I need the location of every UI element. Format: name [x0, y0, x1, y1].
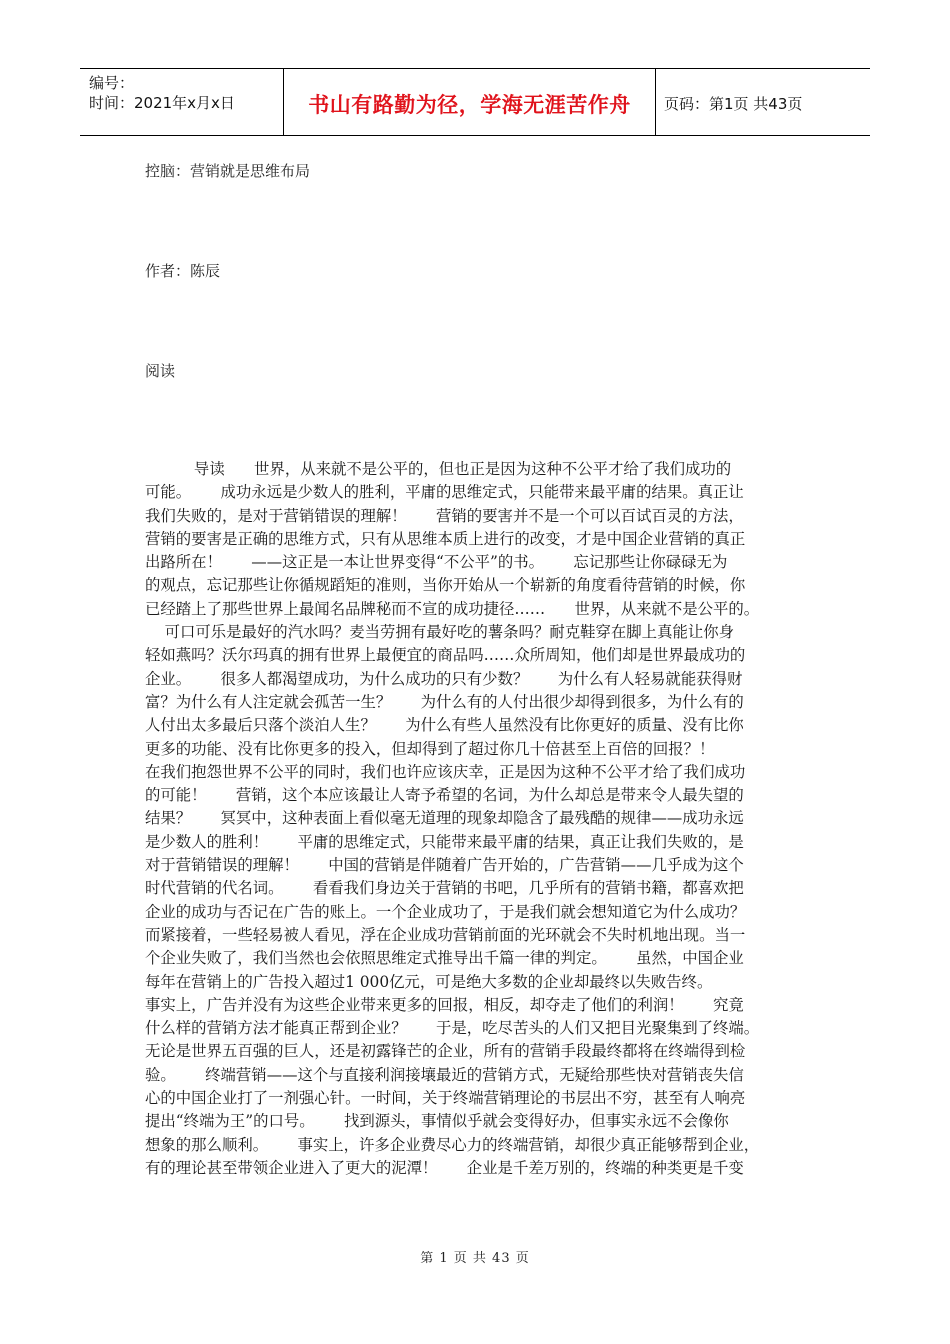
body-line: 而紧接着，一些轻易被人看见，浮在企业成功营销前面的光环就会不失时机地出现。当一 [145, 925, 746, 944]
document-title: 控脑：营销就是思维布局 [145, 162, 311, 180]
body-line: 提出“终端为王”的口号。 找到源头，事情似乎就会变得好办，但事实永远不会像你 [145, 1112, 729, 1131]
header-page-cell [656, 69, 870, 135]
body-line: 每年在营销上的广告投入超过1 000亿元，可是绝大多数的企业却最终以失败告终。 [145, 972, 713, 991]
body-line: 对于营销错误的理解！ 中国的营销是伴随着广告开始的，广告营销——几乎成为这个 [145, 856, 744, 875]
body-line: 有的理论甚至带领企业进入了更大的泥潭！ 企业是千差万别的，终端的种类更是千变 [145, 1158, 744, 1177]
body-line: 轻如燕吗？沃尔玛真的拥有世界上最便宜的商品吗……众所周知，他们却是世界最成功的 [145, 646, 746, 665]
body-line: 个企业失败了，我们当然也会依照思维定式推导出千篇一律的判定。 虽然，中国企业 [145, 949, 744, 968]
section-heading: 阅读 [145, 362, 176, 380]
body-line: 企业的成功与否记在广告的账上。一个企业成功了，于是我们就会想知道它为什么成功？ [145, 902, 746, 921]
date-label: 时间：2021年x月x日 [89, 94, 235, 112]
page-footer: 第 1 页 共 43 页 [420, 1251, 530, 1266]
body-line: 人付出太多最后只落个淡泊人生？ 为什么有些人虽然没有比你更好的质量、没有比你 [145, 716, 744, 735]
body-line: 出路所在！ ——这正是一本让世界变得“不公平”的书。 忘记那些让你碌碌无为 [145, 553, 728, 572]
body-line: 时代营销的代名词。 看看我们身边关于营销的书吧，几乎所有的营销书籍，都喜欢把 [145, 879, 744, 898]
body-line: 心的中国企业打了一剂强心针。一时间，关于终端营销理论的书层出不穷，甚至有人响亮 [145, 1089, 746, 1108]
page-header [80, 68, 870, 136]
header-meta-cell [80, 69, 284, 135]
body-line: 我们失败的，是对于营销错误的理解！ 营销的要害并不是一个可以百试百灵的方法， [145, 506, 744, 525]
body-line: 验。 终端营销——这个与直接利润接壤最近的营销方式，无疑给那些快对营销丧失信 [145, 1065, 744, 1084]
body-line: 可能。 成功永远是少数人的胜利，平庸的思维定式，只能带来最平庸的结果。真正让 [145, 483, 744, 502]
header-motto: 书山有路勤为径，学海无涯苦作舟 [308, 93, 631, 117]
body-line: 导读 世界，从来就不是公平的，但也正是因为这种不公平才给了我们成功的 [145, 460, 732, 478]
body-line: 企业。 很多人都渴望成功，为什么成功的只有少数？ 为什么有人轻易就能获得财 [145, 669, 743, 688]
body-line: 事实上，广告并没有为这些企业带来更多的回报，相反，却夺走了他们的利润！ 究竟 [145, 995, 744, 1014]
body-line: 的观点，忘记那些让你循规蹈矩的准则，当你开始从一个崭新的角度看待营销的时候，你 [145, 576, 746, 595]
body-line: 结果？ 冥冥中，这种表面上看似毫无道理的现象却隐含了最残酷的规律——成功永远 [145, 809, 744, 828]
body-line: 富？为什么有人注定就会孤苦一生？ 为什么有的人付出很少却得到很多，为什么有的 [145, 692, 744, 711]
body-line: 在我们抱怨世界不公平的同时，我们也许应该庆幸，正是因为这种不公平才给了我们成功 [145, 762, 746, 781]
header-motto-cell [284, 69, 656, 135]
body-line: 更多的功能、没有比你更多的投入，但却得到了超过你几十倍甚至上百倍的回报？！ [145, 739, 715, 758]
body-text [145, 458, 801, 1180]
body-line: 的可能！ 营销，这个本应该最让人寄予希望的名词，为什么却总是带来令人最失望的 [145, 786, 744, 805]
document-author: 作者：陈辰 [145, 262, 221, 280]
body-line: 已经踏上了那些世界上最闻名品牌秘而不宣的成功捷径…… 世界，从来就不是公平的。 [145, 599, 760, 618]
body-line: 营销的要害是正确的思维方式，只有从思维本质上进行的改变，才是中国企业营销的真正 [145, 529, 746, 548]
number-label: 编号： [89, 74, 135, 92]
header-page-info: 页码：第1页 共43页 [664, 94, 803, 113]
body-line: 什么样的营销方法才能真正帮到企业？ 于是，吃尽苦头的人们又把目光聚集到了终端。 [145, 1019, 760, 1038]
body-line: 是少数人的胜利！ 平庸的思维定式，只能带来最平庸的结果，真正让我们失败的，是 [145, 832, 744, 851]
body-line: 无论是世界五百强的巨人，还是初露锋芒的企业，所有的营销手段最终都将在终端得到检 [145, 1042, 746, 1061]
body-line: 可口可乐是最好的汽水吗？麦当劳拥有最好吃的薯条吗？耐克鞋穿在脚上真能让你身 [145, 623, 735, 642]
body-line: 想象的那么顺利。 事实上，许多企业费尽心力的终端营销，却很少真正能够帮到企业， [145, 1135, 760, 1154]
